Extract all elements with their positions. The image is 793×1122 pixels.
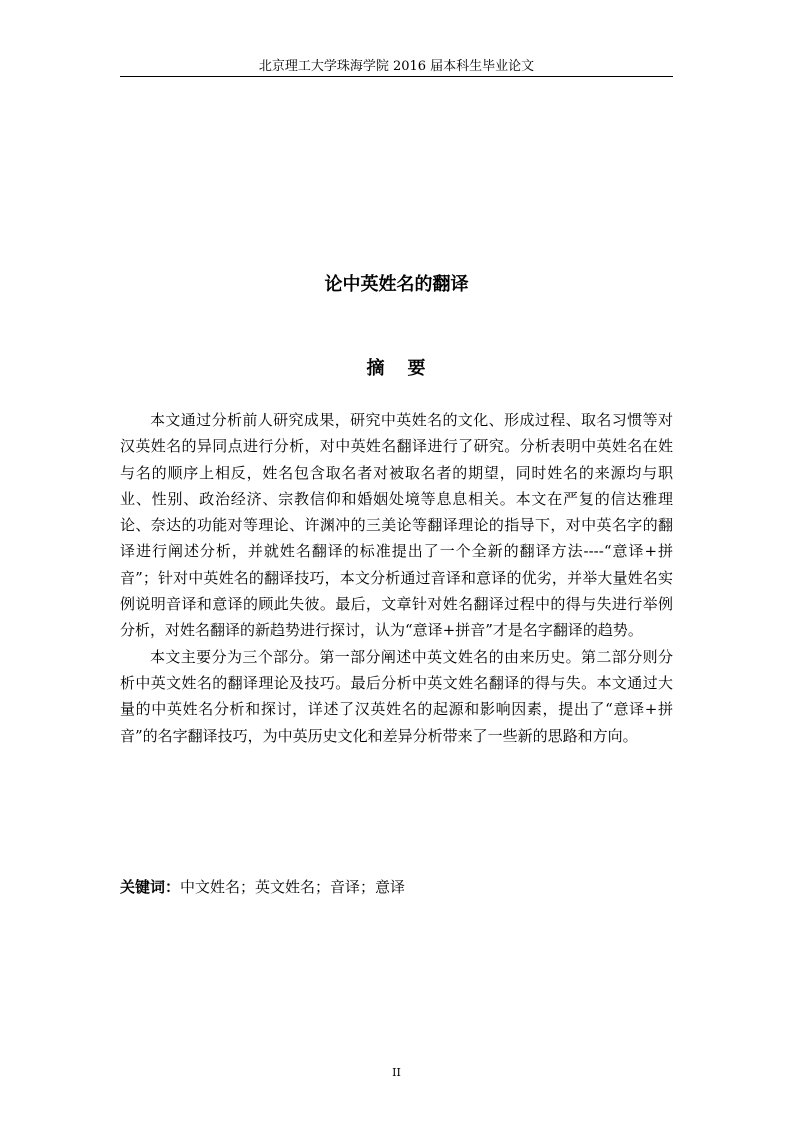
keywords-label: 关键词： [120,878,181,896]
abstract-paragraph-1: 本文通过分析前人研究成果，研究中英姓名的文化、形成过程、取名习惯等对汉英姓名的异同点进行分析，对中英姓名翻译进行了研究。分析表明中英姓名在姓与名的顺序上相反，姓名包含取名者对被取名者的期望，同时姓名的来源均与职业、性别、政治经济、宗教信仰和婚姻处境等息息相关。本文在严复的信达雅理论、奈达的功能对等理论、许渊冲的三美论等翻译理论的指导下，对中英名字的翻译进行阐述分析，并就姓名翻译的标准提出了一个全新的翻译方法----“意译+拼音”；针对中英姓名的翻译技巧，本文分析通过音译和意译的优劣，并举大量姓名实例说明音译和意译的顾此失彼。最后，文章针对姓名翻译过程中的得与失进行举例分析，对姓名翻译的新趋势进行探讨，认为“意译+拼音”才是名字翻译的趋势。 [120,411,673,640]
paper-title: 论中英姓名的翻译 [324,274,469,295]
keywords-value: 中文姓名；英文姓名；音译；意译 [180,878,406,896]
header-rule [120,76,673,77]
abstract-heading [120,356,673,382]
abstract-heading-char-1: 摘 [366,358,386,379]
page-number: II [392,1066,401,1079]
abstract-body [120,407,673,749]
abstract-paragraph-2: 本文主要分为三个部分。第一部分阐述中英文姓名的由来历史。第二部分则分析中英文姓名的翻译理论及技巧。最后分析中英文姓名翻译的得与失。本文通过大量的中英姓名分析和探讨，详述了汉英姓名的起源和影响因素，提出了“意译+拼音”的名字翻译技巧，为中英历史文化和差异分析带来了一些新的思路和方向。 [120,647,673,745]
abstract-heading-char-2: 要 [407,358,427,379]
keywords-line [120,876,673,898]
running-header: 北京理工大学珠海学院 2016 届本科生毕业论文 [258,59,535,74]
